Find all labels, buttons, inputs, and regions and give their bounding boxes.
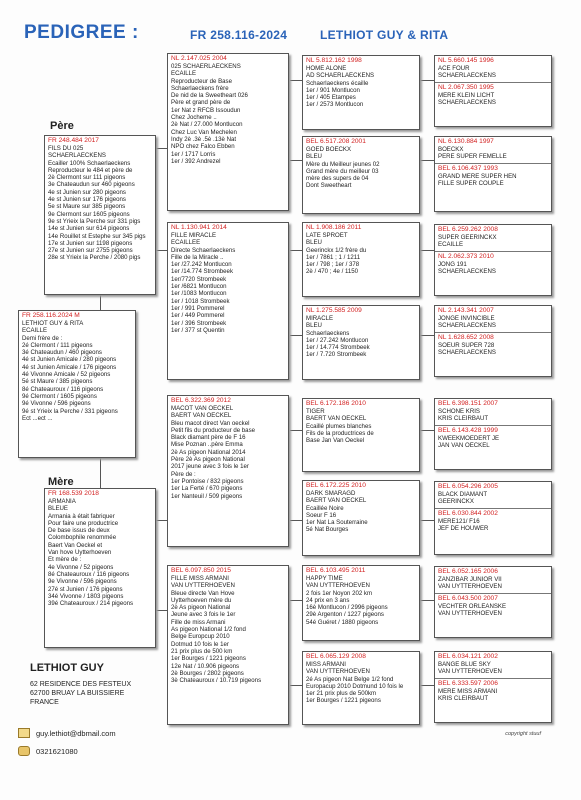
gg-sire-name: ACE FOUR bbox=[438, 65, 470, 72]
gg-grandparent-pair bbox=[434, 398, 552, 470]
gg-sire-ring: BEL 6.259.262 2008 bbox=[438, 226, 498, 233]
gg-grandparent-pair bbox=[434, 55, 552, 127]
gg-sire-name: BANGE BLUE SKY bbox=[438, 661, 491, 668]
great-grandparent-card bbox=[302, 480, 420, 556]
gg-dam-name: VECHTER ORLEANSKE bbox=[438, 602, 507, 610]
sire-ring: FR 248.484 2017 bbox=[48, 137, 99, 144]
connector-line bbox=[290, 80, 302, 81]
gg-dam-breeder: KRIS CLEIRBAUT bbox=[438, 694, 489, 702]
connector-line bbox=[100, 456, 101, 488]
grandparent-card bbox=[167, 222, 289, 380]
great-grandparent-ring: NL 1.275.585 2009 bbox=[306, 307, 362, 314]
connector-line bbox=[420, 335, 434, 336]
connector-line bbox=[420, 600, 434, 601]
gg-dam-name: MERE MISS ARMANI bbox=[438, 687, 498, 695]
connector-line bbox=[290, 160, 302, 161]
email-address[interactable]: guy.lethiot@dbmail.com bbox=[36, 728, 116, 738]
sire-label: Père bbox=[50, 120, 74, 132]
grandparent-ring: BEL 6.322.369 2012 bbox=[171, 397, 231, 404]
gg-sire-breeder: GEERINCKX bbox=[438, 498, 474, 506]
gg-sire-breeder: KRIS CLEIRBAUT bbox=[438, 415, 489, 423]
gg-sire-name: SCHONE KRIS bbox=[438, 408, 480, 415]
connector-line bbox=[290, 600, 302, 601]
gg-dam-breeder: SCHAERLAECKENS bbox=[438, 267, 496, 275]
grandparent-card bbox=[167, 395, 289, 547]
great-grandparent-details: MISS ARMANI VAN UYTTERHOEVEN 2é As pigeon Nat Belge 1/2 fond Europacup 2010 Dotmund 10 fois le 1er 21 prix plus de 500km 1er Bourges / 1221 pigeons bbox=[306, 661, 404, 705]
great-grandparent-card bbox=[302, 651, 420, 725]
gg-dam-breeder: SCHAERLAECKENS bbox=[438, 348, 496, 356]
owner-name: LETHIOT GUY bbox=[30, 662, 104, 674]
gg-dam-breeder: FILLE SUPER COUPLE bbox=[438, 179, 504, 187]
copyright: copyright stuuf bbox=[505, 731, 541, 737]
grandparent-ring: NL 1.130.941 2014 bbox=[171, 224, 227, 231]
subject-ring: FR 258.116.2024 M bbox=[22, 312, 80, 319]
gg-grandparent-pair bbox=[434, 566, 552, 638]
gg-sire-ring: BEL 6.052.165 2006 bbox=[438, 568, 498, 575]
great-grandparent-ring: BEL 6.172.186 2010 bbox=[306, 400, 366, 407]
grandparent-ring: NL 2.147.025 2004 bbox=[171, 55, 227, 62]
connector-line bbox=[290, 430, 302, 431]
gg-sire-breeder: VAN UYTTERHOEVEN bbox=[438, 668, 502, 676]
gg-dam-name: MERE KLEIN LICHT bbox=[438, 91, 495, 99]
great-grandparent-card bbox=[302, 136, 420, 214]
great-grandparent-ring: BEL 6.103.495 2011 bbox=[306, 567, 366, 574]
gg-dam-breeder: JEF DE HOUWER bbox=[438, 524, 489, 532]
connector-line bbox=[420, 430, 434, 431]
great-grandparent-card bbox=[302, 398, 420, 472]
sire-details: FILS DU 025 SCHAERLAECKENS Ecailler 100% Schaerlaeckens Reproducteur le 484 et père de 2è Clermont sur 111 pigeons 3e Chateaudun sur 460 pigeons 4e st Junien sur 280 pigeons 4e st Junien sur 176 pigeons 5e st Maure sur 385 pigeons 9e Clermont sur 1605 pigeons 9e st Yrieix la Perche sur 331 pigs 14e st Junien sur 614 pigeons 14e Rouillet st Estephe sur 345 pigs 17e st Junien sur 1198 pigeons 27e st Junien sur 2755 pigeons 28e st Yrieix la Perche / 2080 pigs bbox=[48, 145, 146, 262]
gg-dam-ring: NL 2.062.373 2010 bbox=[438, 252, 494, 260]
connector-line bbox=[290, 685, 302, 686]
gg-dam-name: GRAND MERE SUPER HEN bbox=[438, 172, 517, 180]
gg-sire-breeder: VAN UYTTERHOEVEN bbox=[438, 583, 502, 591]
gg-sire-ring: NL 5.660.145 1996 bbox=[438, 57, 494, 64]
gg-sire-ring: NL 6.130.884 1997 bbox=[438, 138, 494, 145]
gg-dam-ring: NL 2.067.350 1995 bbox=[438, 83, 494, 91]
grandparent-card bbox=[167, 565, 289, 725]
gg-dam-name: JONG 191 bbox=[438, 260, 467, 268]
connector-line bbox=[420, 160, 434, 161]
gg-sire-name: BLACK DIAMANT bbox=[438, 491, 488, 498]
gg-dam-breeder: VAN UYTTERHOEVEN bbox=[438, 609, 502, 617]
connector-line bbox=[290, 335, 302, 336]
great-grandparent-ring: NL 5.812.162 1998 bbox=[306, 57, 362, 64]
grandparent-details: 025 SCHAERLAECKENS ECAILLE Reproducteur de Base Schaerlaeckens frère De nid de la Sweetheart 026 Père et grand père de 1er Nat z RFCB Issoudun Chez Jocheme .. 2è Nat / 27.000 Montlucon Chez Luc Van Mechelen Indy 2è .3è .5è .13è Nat NPO chez Falco Ebben 1er / 1717 Lorris 1er / 392 Andrezel bbox=[171, 63, 248, 165]
great-grandparent-card bbox=[302, 222, 420, 297]
connector-line bbox=[155, 610, 167, 611]
gg-grandparent-pair bbox=[434, 481, 552, 555]
gg-sire-ring: BEL 6.054.296 2005 bbox=[438, 483, 498, 490]
great-grandparent-details: TIGER BAERT VAN OECKEL Ecaillé plumes blanches Fils de la productrices de Base Jan Van Oeckel bbox=[306, 408, 374, 445]
great-grandparent-details: LATE SPROET BLEU Geerinckx 1/2 frère du 1er / 7861 ; 1 / 1211 1er / 798 ; 1er / 378 2è / 470 ; 4e / 1150 bbox=[306, 232, 367, 276]
dam-label: Mère bbox=[48, 476, 74, 488]
envelope-icon bbox=[18, 728, 30, 738]
dam-details: ARMANIA BLEUE Armania à était fabriquer Pour faire une productrice De base issus de deux Colombophile renommée Baert Van Oeckel et Van hove Uytterhoeven Et mère de : 4e Vivonne / 52 pigeons 8é Chateauroux / 116 pigeons 9e Vivonne / 596 pigeons 27é st Junien / 176 pigeons 34é Vivonne / 1803 pigeons 39é Chateauroux / 214 pigeons bbox=[48, 498, 134, 608]
subject-ring-header: FR 258.116-2024 bbox=[190, 28, 288, 42]
great-grandparent-ring: BEL 6.172.225 2010 bbox=[306, 482, 366, 489]
gg-dam-ring: BEL 6.030.844 2002 bbox=[438, 509, 498, 517]
phone-row bbox=[18, 746, 78, 756]
connector-line bbox=[420, 250, 434, 251]
gg-sire-name: SUPER GEERINCKX bbox=[438, 234, 497, 241]
gg-sire-ring: NL 2.143.341 2007 bbox=[438, 307, 494, 314]
dam-card bbox=[44, 488, 156, 648]
connector-line bbox=[155, 148, 167, 149]
great-grandparent-ring: NL 1.908.186 2011 bbox=[306, 224, 362, 231]
phone-number[interactable]: 0321621080 bbox=[36, 746, 78, 756]
great-grandparent-card bbox=[302, 305, 420, 380]
gg-grandparent-pair bbox=[434, 136, 552, 212]
gg-grandparent-pair bbox=[434, 305, 552, 377]
gg-dam-name: SOEUR SUPER 728 bbox=[438, 341, 495, 349]
gg-dam-name: KWEEKMOEDERT JE bbox=[438, 434, 500, 442]
great-grandparent-details: MIRACLE BLEU Schaerlaeckens 1er / 27.242 Montlucon 1er / 14.774 Strombeek 1er / 7.720 Strombeek bbox=[306, 315, 370, 359]
owner-header: LETHIOT GUY & RITA bbox=[320, 28, 449, 42]
gg-sire-breeder: SCHAERLAECKENS bbox=[438, 322, 496, 330]
gg-sire-name: ZANZIBAR JUNIOR VII bbox=[438, 576, 502, 583]
gg-dam-ring: BEL 6.333.597 2006 bbox=[438, 679, 498, 687]
gg-grandparent-pair bbox=[434, 224, 552, 296]
grandparent-ring: BEL 6.097.850 2015 bbox=[171, 567, 231, 574]
email-row bbox=[18, 728, 116, 738]
gg-sire-breeder: SCHAERLAECKENS bbox=[438, 72, 496, 80]
grandparent-details: MACOT VAN OECKEL BAERT VAN OECKEL Bleu macot direct Van oeckel Petit fils du producteur de base Black diamant père de F 16 Mise Poznan ..père Emma 2è As pigeon National 2014 Père 2è As pigeon National 2017 jeune avec 3 fois le 1er Père de : 1er Pontoise / 832 pigeons 1er La Ferté / 670 pigeons 1er Nanteuil / 509 pigeons bbox=[171, 405, 256, 500]
phone-icon bbox=[18, 746, 30, 756]
great-grandparent-card bbox=[302, 55, 420, 130]
gg-dam-name: MERE121/ F16 bbox=[438, 517, 480, 525]
page-title: PEDIGREE : bbox=[24, 22, 139, 43]
connector-line bbox=[420, 685, 434, 686]
connector-line bbox=[155, 250, 167, 251]
gg-dam-breeder: JAN VAN OECKEL bbox=[438, 441, 490, 449]
grandparent-details: FILLE MISS ARMANI VAN UYTTERHOEVEN Bleue directe Van Hove Uytterhoeven mère du 2è As pigeon National Jeune avec 3 fois le 1er Fille de miss Armani As pigeon National 1/2 fond Belge Europcup 2010 Dotmud 10 fois le 1er 21 prix plus de 500 km 1er Bourges / 1221 pigeons 12e Nat / 10.906 pigeons 2è Bourges / 2802 pigeons 3è Chateauroux / 10.719 pigeons bbox=[171, 575, 262, 685]
connector-line bbox=[290, 250, 302, 251]
great-grandparent-details: HAPPY TIME VAN UYTTERHOEVEN 2 fois 1er Noyon 202 km 24 prix en 3 ans 16è Montlucon / 2996 pigeons 29è Argenton / 1227 pigeons 54é Guéret / 1880 pigeons bbox=[306, 575, 388, 626]
gg-sire-ring: BEL 6.398.151 2007 bbox=[438, 400, 498, 407]
gg-dam-breeder: SCHAERLAECKENS bbox=[438, 98, 496, 106]
gg-dam-ring: NL 1.628.652 2008 bbox=[438, 333, 494, 341]
great-grandparent-card bbox=[302, 565, 420, 641]
gg-dam-ring: BEL 6.043.500 2007 bbox=[438, 594, 498, 602]
gg-sire-name: BOECKX bbox=[438, 146, 464, 153]
subject-card bbox=[18, 310, 136, 458]
owner-address: 62 RESIDENCE DES FESTEUX 62700 BRUAY LA BUISSIERE FRANCE bbox=[30, 681, 132, 706]
gg-sire-breeder: PERE SUPER FEMELLE bbox=[438, 153, 507, 161]
great-grandparent-details: HOME ALONE AD SCHAERLAECKENS Schaerlaeckens écaille 1er / 901 Montlucon 1er / 405 Etampes 1er / 2573 Montlucon bbox=[306, 65, 375, 109]
connector-line bbox=[290, 520, 302, 521]
great-grandparent-ring: BEL 6.065.129 2008 bbox=[306, 653, 366, 660]
gg-grandparent-pair bbox=[434, 651, 552, 723]
connector-line bbox=[420, 80, 434, 81]
connector-line bbox=[155, 520, 167, 521]
great-grandparent-details: DARK SMARAGD BAERT VAN OECKEL Ecaillée Noire Soeur F 16 1er Nat La Souterraine 5é Nat Bourges bbox=[306, 490, 368, 534]
gg-sire-name: JONGE INVINCIBLE bbox=[438, 315, 495, 322]
grandparent-card bbox=[167, 53, 289, 211]
gg-sire-ring: BEL 6.034.121 2002 bbox=[438, 653, 498, 660]
sire-card bbox=[44, 135, 156, 295]
great-grandparent-ring: BEL 6.517.208 2001 bbox=[306, 138, 366, 145]
great-grandparent-details: GOED BOECKX BLEU Mère du Meilleur jeunes 02 Grand mère du meilleur 03 mère des supers de 04 Dont Sweetheart bbox=[306, 146, 380, 190]
subject-details: LETHIOT GUY & RITA ECAILLE Demi frère de : 2é Clermont / 111 pigeons 3é Chateaudun / 460 pigeons 4é st Junien Amicale / 280 pigeons 4é st Junien Amicale / 176 pigeons 4é Vivonne Amicale / 52 pigeons 5é st Maure / 385 pigeons 8é Chateauroux / 116 pigeons 9é Clermont / 1605 pigeons 9é Vivonne / 596 pigeons 9é st Yrieix la Perche / 331 pigeons Ect ...ect ... bbox=[22, 320, 118, 422]
gg-sire-breeder: ECAILLE bbox=[438, 241, 464, 249]
dam-ring: FR 168.539 2018 bbox=[48, 490, 99, 497]
connector-line bbox=[420, 520, 434, 521]
grandparent-details: FILLE MIRACLE ECAILLEE Directe Schaerlaeckens Fille de la Miracle .. 1er /27.242 Montlucon 1er /14.774 Strombeek 1er/7720 Strombeek 1er /6821 Montlucon 1er /1083 Montlucon 1er / 1018 Strombeek 1er / 991 Pommerel 1er / 449 Pommerel 1er / 396 Strombeek 1er / 377 st Quentin bbox=[171, 232, 236, 334]
gg-dam-ring: BEL 6.106.437 1993 bbox=[438, 164, 498, 172]
gg-dam-ring: BEL 6.143.428 1999 bbox=[438, 426, 498, 434]
